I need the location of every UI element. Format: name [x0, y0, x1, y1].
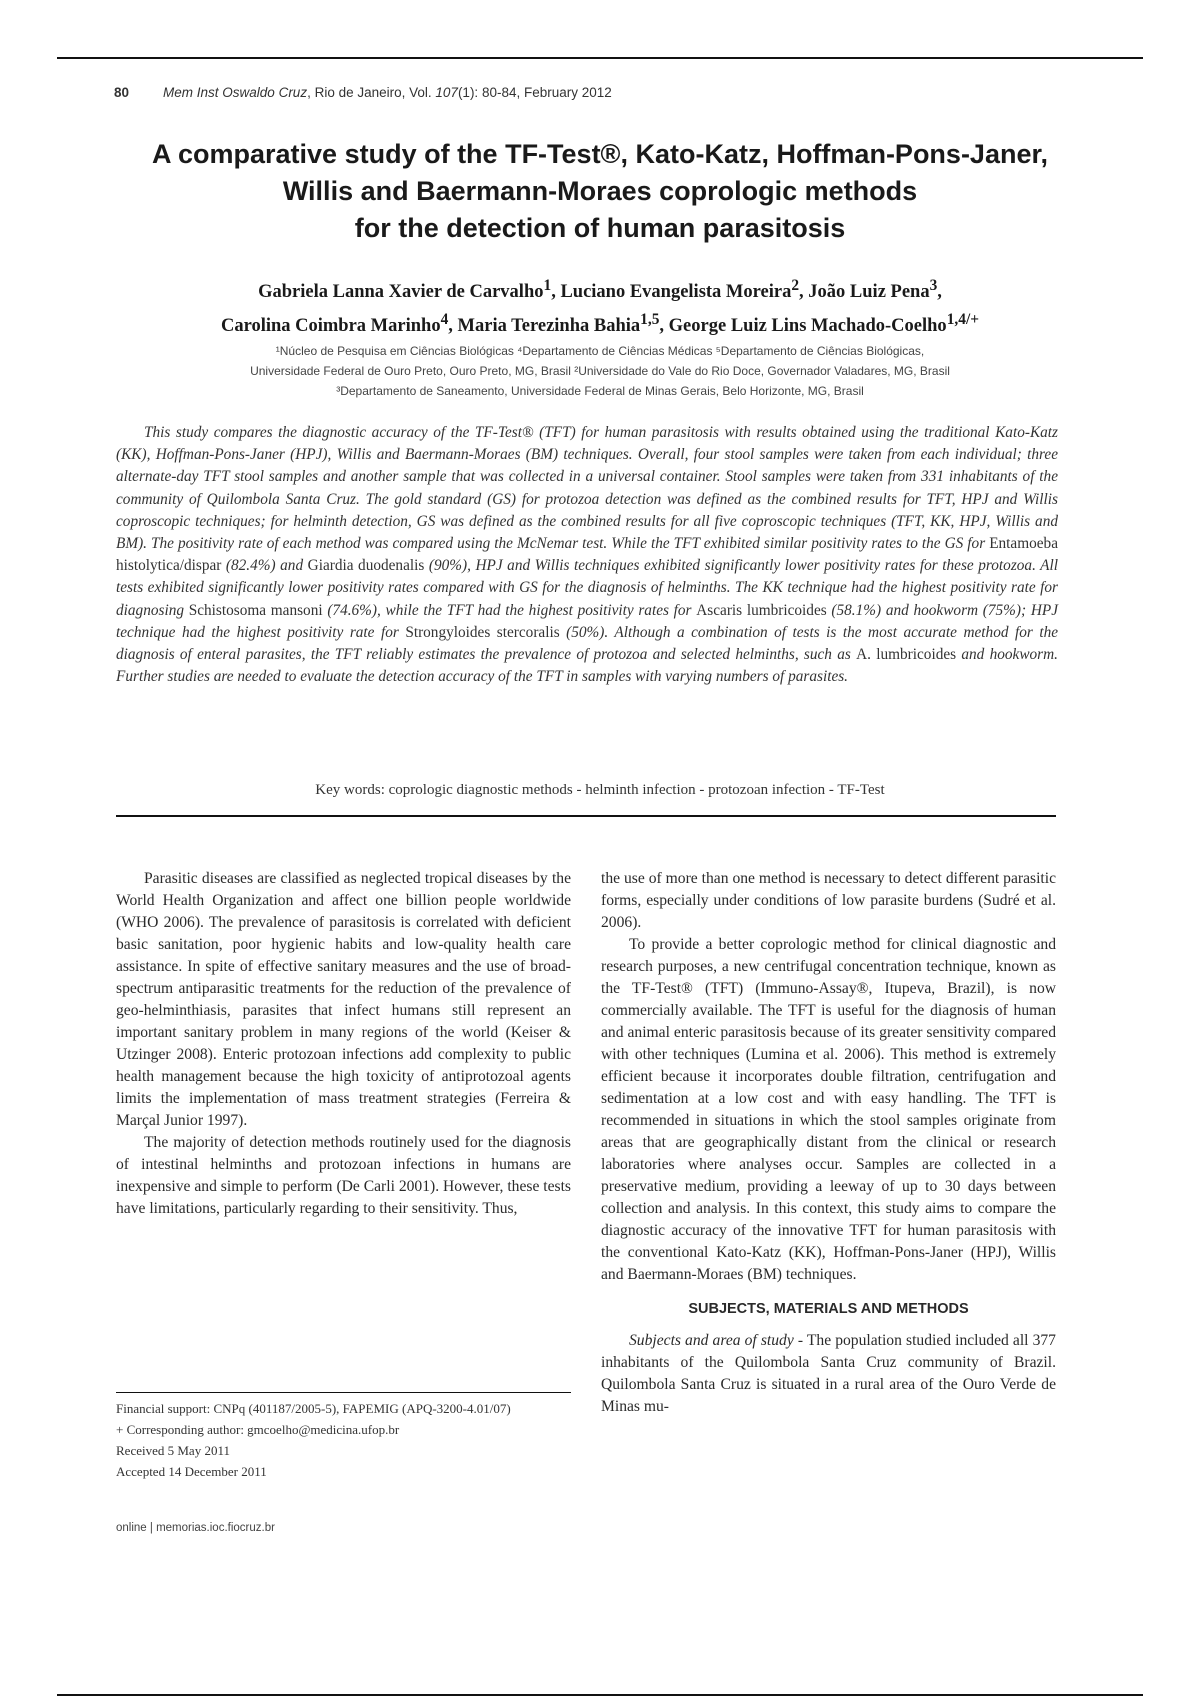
journal-details-a: , Rio de Janeiro, Vol. [307, 85, 436, 100]
author-affil: 1 [543, 277, 552, 294]
author-list [100, 272, 1100, 340]
journal-volume: 107 [435, 85, 458, 100]
top-rule [57, 57, 1143, 59]
author-name: João Luiz Pena [808, 282, 930, 303]
journal-name: Mem Inst Oswaldo Cruz [163, 85, 308, 100]
author-name: Gabriela Lanna Xavier de Carvalho [258, 282, 544, 303]
author-affil: 1,5 [640, 311, 660, 329]
title-line: A comparative study of the TF-Test®, Kato-Katz, Hoffman-Pons-Janer, [152, 139, 1048, 169]
body-paragraph: The majority of detection methods routinely used for the diagnosis of intestinal helminths and protozoan infections in humans are inexpensive and simple to perform (De Carli 2001). However, these tests have limitations, particularly regarding to their sensitivity. Thus, [116, 1134, 571, 1217]
author-name: Carolina Coimbra Marinho [220, 316, 441, 337]
affiliations [100, 341, 1100, 401]
author-sep: , [799, 282, 809, 303]
title-line: Willis and Baermann-Moraes coprologic methods [282, 176, 918, 206]
keywords: Key words: coprologic diagnostic methods - helminth infection - protozoan infection - TF-Test [315, 782, 885, 798]
body-paragraph: To provide a better coprologic method for clinical diagnostic and research purposes, a new centrifugal concentration technique, known as the TF-Test® (TFT) (Immuno-Assay®, Itupeva, Brazil), is now commercially available. The TFT is useful for the diagnosis of human and animal enteric parasitosis because of its greater sensitivity compared with other techniques (Lumina et al. 2006). This method is extremely efficient because it incorporates double filtration, centrifugation and sedimentation at a low cost and with easy handling. The TFT is recommended in situations in which the stool samples originate from areas that are geographically distant from the clinical or research laboratories where analyses occur. Samples are collected in a preservative medium, providing a leeway of up to 30 days between collection and analysis. In this context, this study aims to compare the diagnostic accuracy of the innovative TFT for human parasitosis with the conventional Kato-Katz (KK), Hoffman-Pons-Janer (HPJ), Willis and Baermann-Moraes (BM) techniques. [601, 936, 1056, 1283]
running-header [114, 85, 612, 100]
author-affil: 1,4/+ [946, 311, 980, 329]
author-name: George Luiz Lins Machado-Coelho [668, 316, 947, 337]
abstract-rule [116, 815, 1056, 817]
journal-details-b: (1): 80-84, February 2012 [457, 85, 612, 100]
author-name: Luciano Evangelista Moreira [560, 282, 792, 303]
species-name: Entamoeba histolytica/dispar [116, 535, 1058, 575]
abstract-text: This study compares the diagnostic accuracy of the TF-Test® (TFT) for human parasitosis with results obtained using the traditional Kato-Katz (KK), Hoffman-Pons-Janer (HPJ), Willis and Baermann-Moraes (BM) techniques. Overall, four stool samples were taken from each individual; three alternate-day TFT stool samples and another sample that was collected in a universal container. Stool samples were taken from 331 inhabitants of the community of Quilombola Santa Cruz. The gold standard (GS) for protozoa detection was defined as the combined results for TFT, HPJ and Willis coproscopic techniques; for helminth detection, GS was defined as the combined results for all five coproscopic techniques (TFT, KK, HPJ, Willis and BM). The positivity rate of each method was compared using the McNemar test. While the TFT exhibited similar positivity rates to the GS for [116, 424, 1058, 553]
affiliation-line: ¹Núcleo de Pesquisa em Ciências Biológicas ⁴Departamento de Ciências Médicas ⁵Departamento de Ciências Biológicas, [275, 344, 925, 358]
species-name: A. lumbricoides [856, 646, 957, 664]
abstract-text: (74.6%), while the TFT had the highest positivity rates for [322, 601, 697, 619]
footnote-received: Received 5 May 2011 [116, 1443, 230, 1458]
affiliation-line: ³Departamento de Saneamento, Universidade Federal de Minas Gerais, Belo Horizonte, MG, Brasil [336, 384, 864, 398]
author-affil: 4 [440, 311, 449, 329]
online-url: online | memorias.ioc.fiocruz.br [116, 1522, 275, 1534]
abstract-text: (50%). Although a combination of tests is the most accurate method for the diagnosis of enteral parasites, the TFT reliably estimates the prevalence of protozoa and selected helminths, such as [116, 623, 1059, 664]
footnotes [116, 1398, 576, 1482]
author-affil: 2 [791, 277, 800, 294]
paragraph-text: - The population studied included all 377 inhabitants of the Quilombola Santa Cruz community of Brazil. Quilombola Santa Cruz is situated in a rural area of the Ouro Verde de Minas mu- [601, 1332, 1056, 1415]
species-name: Strongyloides stercoralis [405, 623, 560, 641]
author-line [100, 272, 1100, 306]
subsection-lead: Subjects and area of study [629, 1332, 794, 1349]
species-name: Giardia duodenalis [307, 557, 425, 575]
abstract [116, 422, 1058, 688]
author-line [100, 306, 1100, 340]
abstract-text: and hookworm. Further studies are needed to evaluate the detection accuracy of the TFT in samples with varying numbers of parasites. [116, 646, 1058, 686]
abstract-text: (82.4%) and [221, 557, 308, 575]
footnote-funding: Financial support: CNPq (401187/2005-5), FAPEMIG (APQ-3200-4.01/07) [116, 1401, 511, 1416]
affiliation-line: Universidade Federal de Ouro Preto, Ouro Preto, MG, Brasil ²Universidade do Vale do Rio Doce, Governador Valadares, MG, Brasil [250, 364, 950, 378]
bottom-rule [57, 1694, 1143, 1696]
article-title [100, 136, 1100, 247]
body-paragraph [601, 1330, 1056, 1418]
body-left-column [116, 868, 571, 1220]
author-affil: 3 [929, 277, 938, 294]
abstract-text: (58.1%) and hookworm (75%); HPJ technique had the highest positivity rate for [116, 601, 1058, 641]
author-sep: , [937, 282, 942, 303]
species-name: Ascaris lumbricoides [696, 601, 827, 619]
body-right-column [601, 868, 1056, 1418]
abstract-text: (90%), HPJ and Willis techniques exhibited significantly lower positivity rates for these protozoa. All tests exhibited significantly lower positivity rates compared with GS for the diagnosis of helminths. The KK technique had the highest positivity rate for diagnosing [116, 557, 1058, 619]
author-name: Maria Terezinha Bahia [457, 316, 641, 337]
author-sep: , [551, 282, 561, 303]
footnote-rule [116, 1392, 571, 1393]
author-sep: , [448, 316, 458, 337]
title-line: for the detection of human parasitosis [354, 213, 846, 243]
section-heading: SUBJECTS, MATERIALS AND METHODS [688, 1301, 969, 1317]
body-paragraph: the use of more than one method is necessary to detect different parasitic forms, especially under conditions of low parasite burdens (Sudré et al. 2006). [601, 870, 1056, 931]
author-sep: , [659, 316, 669, 337]
footnote-corresponding: + Corresponding author: gmcoelho@medicina.ufop.br [116, 1422, 400, 1437]
species-name: Schistosoma mansoni [188, 601, 323, 619]
body-paragraph: Parasitic diseases are classified as neglected tropical diseases by the World Health Organization and affect one billion people worldwide (WHO 2006). The prevalence of parasitosis is correlated with deficient basic sanitation, poor hygienic habits and low-quality health care assistance. In spite of effective sanitary measures and the use of broad-spectrum antiparasitic treatments for the reduction of the prevalence of geo-helminthiasis, parasites that infect humans still represent an important sanitary problem in many regions of the world (Keiser & Utzinger 2008). Enteric protozoan infections add complexity to public health management because the high toxicity of antiprotozoal agents limits the implementation of mass treatment strategies (Ferreira & Marçal Junior 1997). [116, 870, 571, 1129]
footnote-accepted: Accepted 14 December 2011 [116, 1464, 267, 1479]
page-number: 80 [114, 85, 130, 100]
